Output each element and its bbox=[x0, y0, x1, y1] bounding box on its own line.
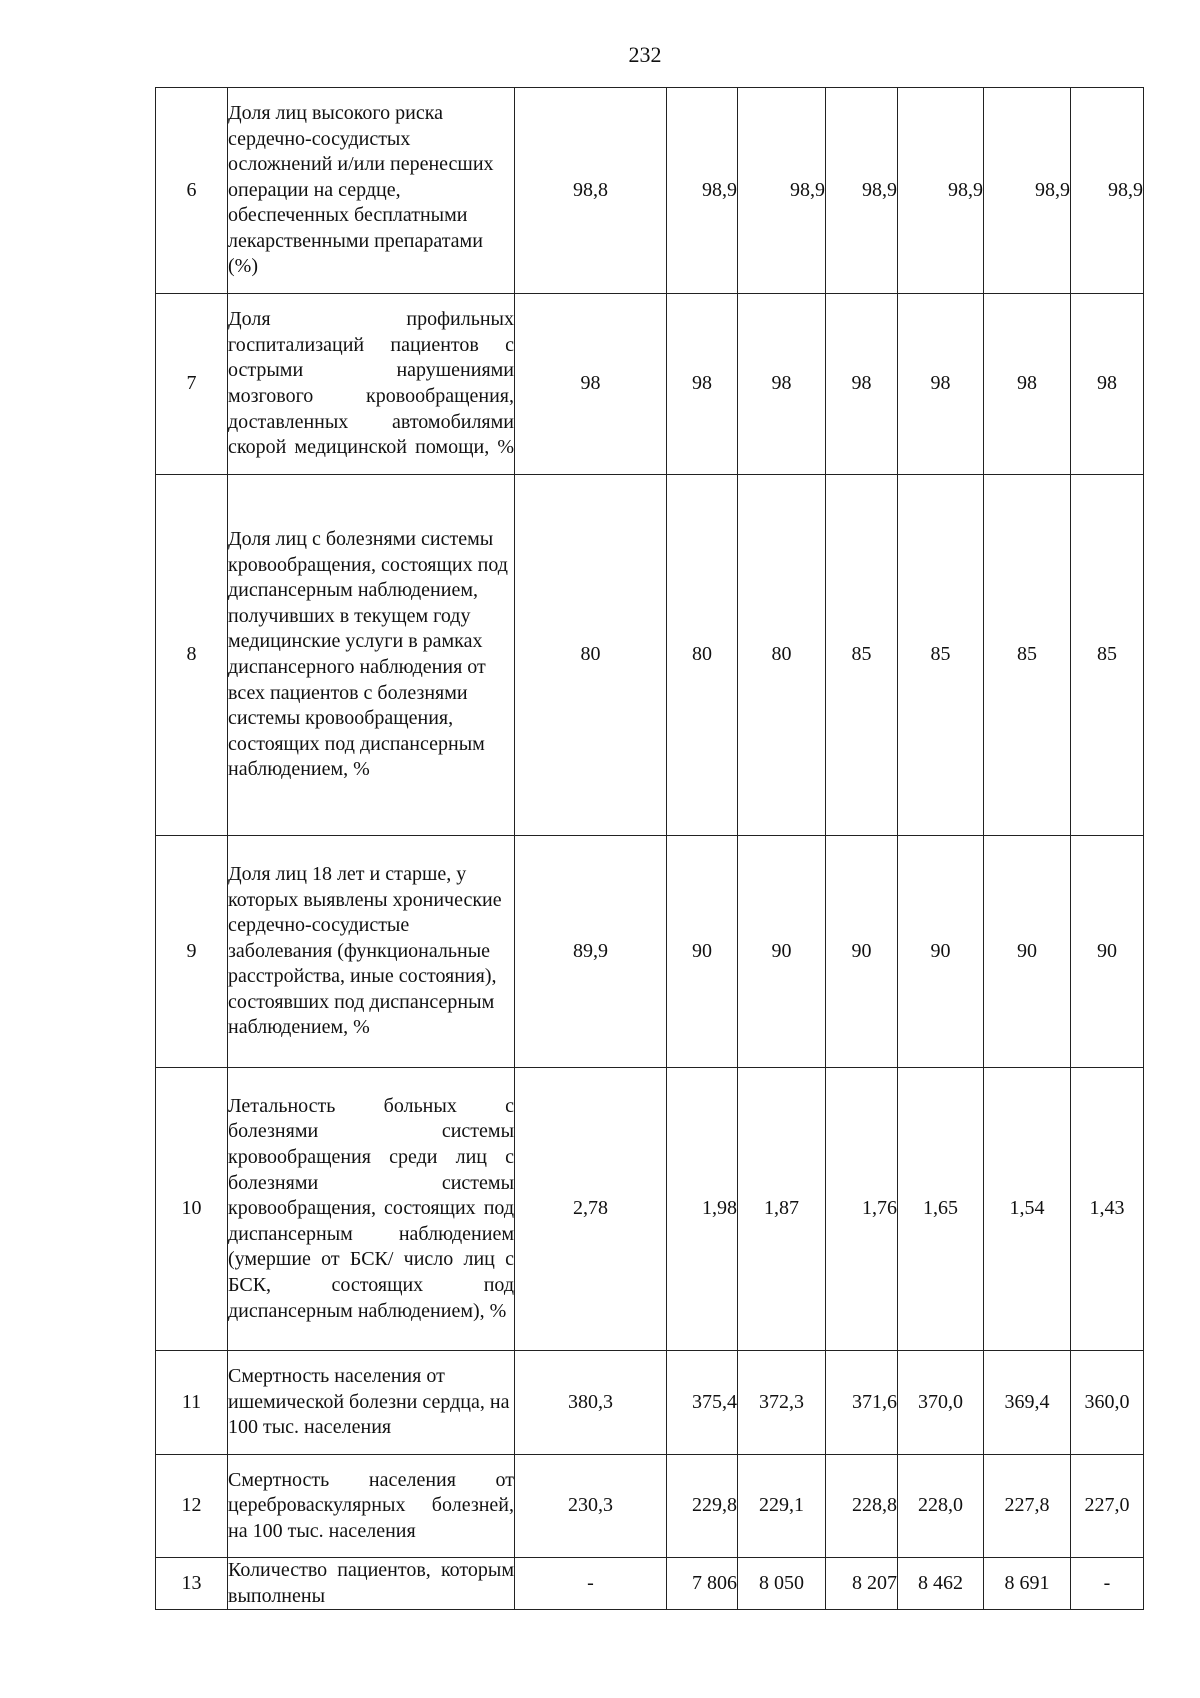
row-number: 7 bbox=[156, 294, 228, 475]
row-description: Количество пациентов, которым выполнены bbox=[228, 1558, 515, 1610]
value-cell: 372,3 bbox=[738, 1351, 826, 1455]
value-cell: 369,4 bbox=[984, 1351, 1071, 1455]
value-cell: 98,9 bbox=[738, 88, 826, 294]
table-row bbox=[156, 475, 1144, 836]
value-cell: 229,1 bbox=[738, 1455, 826, 1558]
value-cell: 98 bbox=[515, 294, 667, 475]
value-cell: 1,98 bbox=[667, 1068, 738, 1351]
value-cell: 8 207 bbox=[826, 1558, 898, 1610]
value-cell: 228,8 bbox=[826, 1455, 898, 1558]
value-cell: 98,9 bbox=[826, 88, 898, 294]
value-cell: 370,0 bbox=[898, 1351, 984, 1455]
row-description: Доля профильных госпитализаций пациентов с острыми нарушениями мозгового кровообращения, доставленных автомобилями скорой медицинской помощи, % bbox=[228, 294, 515, 475]
row-description: Смертность населения от ишемической болезни сердца, на 100 тыс. населения bbox=[228, 1351, 515, 1455]
value-cell: 1,65 bbox=[898, 1068, 984, 1351]
value-cell: 98 bbox=[898, 294, 984, 475]
value-cell: 85 bbox=[898, 475, 984, 836]
value-cell: 230,3 bbox=[515, 1455, 667, 1558]
value-cell: 229,8 bbox=[667, 1455, 738, 1558]
value-cell: 371,6 bbox=[826, 1351, 898, 1455]
value-cell: 1,54 bbox=[984, 1068, 1071, 1351]
value-cell: 90 bbox=[826, 836, 898, 1068]
value-cell: 98,8 bbox=[515, 88, 667, 294]
value-cell: 98 bbox=[1071, 294, 1144, 475]
value-cell: 90 bbox=[738, 836, 826, 1068]
value-cell: 90 bbox=[1071, 836, 1144, 1068]
value-cell: 380,3 bbox=[515, 1351, 667, 1455]
table-row bbox=[156, 88, 1144, 294]
value-cell: 98,9 bbox=[1071, 88, 1144, 294]
row-number: 10 bbox=[156, 1068, 228, 1351]
row-description: Смертность населения от цереброваскулярных болезней, на 100 тыс. населения bbox=[228, 1455, 515, 1558]
value-cell: 1,87 bbox=[738, 1068, 826, 1351]
row-number: 8 bbox=[156, 475, 228, 836]
page-number: 232 bbox=[628, 42, 662, 67]
value-cell: 8 462 bbox=[898, 1558, 984, 1610]
row-number: 12 bbox=[156, 1455, 228, 1558]
value-cell: 228,0 bbox=[898, 1455, 984, 1558]
value-cell: 80 bbox=[515, 475, 667, 836]
value-cell: 85 bbox=[826, 475, 898, 836]
row-number: 6 bbox=[156, 88, 228, 294]
table-row bbox=[156, 294, 1144, 475]
value-cell: 98 bbox=[667, 294, 738, 475]
table-row bbox=[156, 1351, 1144, 1455]
row-description: Доля лиц 18 лет и старше, у которых выявлены хронические сердечно-сосудистые заболевания (функциональные расстройства, иные состояния), состоявших под диспансерным наблюдением, % bbox=[228, 836, 515, 1068]
table-row bbox=[156, 1455, 1144, 1558]
value-cell: 1,76 bbox=[826, 1068, 898, 1351]
value-cell: 375,4 bbox=[667, 1351, 738, 1455]
row-description: Доля лиц высокого риска сердечно-сосудистых осложнений и/или перенесших операции на сердце, обеспеченных бесплатными лекарственными препаратами (%) bbox=[228, 88, 515, 294]
value-cell: 85 bbox=[984, 475, 1071, 836]
value-cell: 98 bbox=[738, 294, 826, 475]
value-cell: 98,9 bbox=[984, 88, 1071, 294]
value-cell: 7 806 bbox=[667, 1558, 738, 1610]
row-number: 11 bbox=[156, 1351, 228, 1455]
row-number: 13 bbox=[156, 1558, 228, 1610]
value-cell: - bbox=[515, 1558, 667, 1610]
value-cell: 8 050 bbox=[738, 1558, 826, 1610]
value-cell: 80 bbox=[667, 475, 738, 836]
value-cell: 98 bbox=[984, 294, 1071, 475]
value-cell: 8 691 bbox=[984, 1558, 1071, 1610]
value-cell: 90 bbox=[898, 836, 984, 1068]
value-cell: 1,43 bbox=[1071, 1068, 1144, 1351]
value-cell: 2,78 bbox=[515, 1068, 667, 1351]
table-row bbox=[156, 1068, 1144, 1351]
value-cell: 90 bbox=[984, 836, 1071, 1068]
indicators-table bbox=[155, 87, 1144, 1610]
value-cell: 98,9 bbox=[667, 88, 738, 294]
row-description: Летальность больных с болезнями системы кровообращения среди лиц с болезнями системы кровообращения, состоящих под диспансерным наблюдением (умершие от БСК/ число лиц с БСК, состоящих под диспансерным наблюдением), % bbox=[228, 1068, 515, 1351]
value-cell: 98 bbox=[826, 294, 898, 475]
value-cell: - bbox=[1071, 1558, 1144, 1610]
value-cell: 98,9 bbox=[898, 88, 984, 294]
value-cell: 227,8 bbox=[984, 1455, 1071, 1558]
table-row bbox=[156, 836, 1144, 1068]
value-cell: 360,0 bbox=[1071, 1351, 1144, 1455]
value-cell: 90 bbox=[667, 836, 738, 1068]
row-number: 9 bbox=[156, 836, 228, 1068]
value-cell: 227,0 bbox=[1071, 1455, 1144, 1558]
table-row bbox=[156, 1558, 1144, 1610]
value-cell: 85 bbox=[1071, 475, 1144, 836]
row-description: Доля лиц с болезнями системы кровообращения, состоящих под диспансерным наблюдением, получивших в текущем году медицинские услуги в рамках диспансерного наблюдения от всех пациентов с болезнями системы кровообращения, состоящих под диспансерным наблюдением, % bbox=[228, 475, 515, 836]
value-cell: 89,9 bbox=[515, 836, 667, 1068]
value-cell: 80 bbox=[738, 475, 826, 836]
